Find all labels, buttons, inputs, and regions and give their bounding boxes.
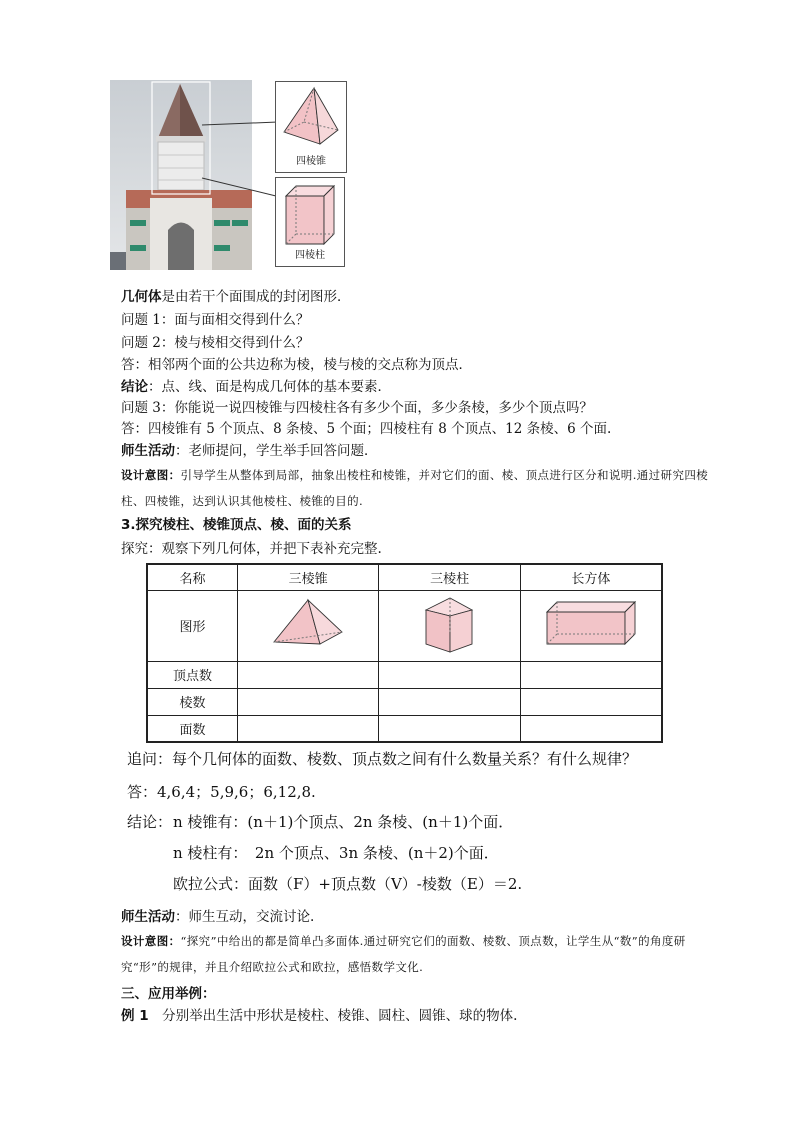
header-cuboid: 长方体 xyxy=(520,564,662,590)
explore-line: 探究：观察下列几何体，并把下表补充完整. xyxy=(121,541,382,557)
question-3: 问题 3：你能说一说四棱锥与四棱柱各有多少个面，多少条棱，多少个顶点吗？ xyxy=(121,400,593,416)
table-header-row xyxy=(147,564,662,590)
table-row-vertices xyxy=(147,661,662,688)
cell-cuboid-figure xyxy=(520,590,662,661)
cuboid-figure xyxy=(543,600,639,648)
table-row-figure xyxy=(147,590,662,661)
blank-cell[interactable] xyxy=(520,661,662,688)
pyramid-caption: 四棱锥 xyxy=(296,156,326,167)
blank-cell[interactable] xyxy=(237,661,379,688)
blank-cell[interactable] xyxy=(520,715,662,742)
pyramid-rule: n 棱锥有：(n＋1)个顶点、2n 条棱、(n＋1)个面． xyxy=(173,813,514,831)
activity-2: 师生活动：师生互动，交流讨论. xyxy=(121,909,315,925)
followup-question: 追问：每个几何体的面数、棱数、顶点数之间有什么数量关系？有什么规律？ xyxy=(127,750,638,768)
blank-cell[interactable] xyxy=(520,688,662,715)
euler-formula: 欧拉公式：面数（F）+顶点数（V）-棱数（E）＝2. xyxy=(173,875,523,893)
row-label-edges: 棱数 xyxy=(147,688,237,715)
triangular-pyramid-figure xyxy=(268,596,348,652)
followup-answer: 答：4,6,4；5,9,6；6,12,8. xyxy=(127,783,316,801)
table-row-edges xyxy=(147,688,662,715)
answer-3: 答：四棱锥有 5 个顶点、8 条棱、5 个面；四棱柱有 8 个顶点、12 条棱、6 个面. xyxy=(121,421,612,437)
design-intent-1: 设计意图：引导学生从整体到局部，抽象出棱柱和棱锥，并对它们的面、棱、顶点进行区分和说明.通过研究四棱柱、四棱锥，达到认识其他棱柱、棱锥的目的. xyxy=(121,468,709,508)
triangular-prism-figure xyxy=(420,594,480,654)
question-2: 问题 2：棱与棱相交得到什么？ xyxy=(121,335,310,351)
question-1: 问题 1：面与面相交得到什么？ xyxy=(121,312,310,328)
prism-rule: n 棱柱有： 2n 个顶点、3n 条棱、(n＋2)个面． xyxy=(173,844,499,862)
connector-lines xyxy=(200,110,280,210)
section-apply-heading: 三、应用举例： xyxy=(121,986,216,1002)
design-intent-2: 设计意图：“探究”中给出的都是简单凸多面体.通过研究它们的面数、棱数、顶点数，让学生从“数”的角度研究“形”的规律，并且介绍欧拉公式和欧拉，感悟数学文化. xyxy=(121,934,686,974)
blank-cell[interactable] xyxy=(379,715,520,742)
header-triangular-pyramid: 三棱锥 xyxy=(237,564,379,590)
blank-cell[interactable] xyxy=(237,688,379,715)
square-pyramid-figure xyxy=(280,86,342,148)
pyramid-model-frame xyxy=(275,81,347,173)
blank-cell[interactable] xyxy=(379,688,520,715)
polyhedra-table xyxy=(146,563,663,743)
activity-1: 师生活动：老师提问，学生举手回答问题． xyxy=(121,443,378,459)
row-label-figure: 图形 xyxy=(147,590,237,661)
cell-triangular-pyramid-figure xyxy=(237,590,379,661)
example-1: 例 1 分别举出生活中形状是棱柱、棱锥、圆柱、圆锥、球的物体. xyxy=(121,1008,518,1024)
cell-triangular-prism-figure xyxy=(379,590,520,661)
row-label-faces: 面数 xyxy=(147,715,237,742)
blank-cell[interactable] xyxy=(237,715,379,742)
section-3-heading: 3.探究棱柱、棱锥顶点、棱、面的关系 xyxy=(121,517,352,533)
definition-line: 几何体是由若干个面围成的封闭图形． xyxy=(121,289,351,305)
row-label-vertices: 顶点数 xyxy=(147,661,237,688)
prism-caption: 四棱柱 xyxy=(295,250,325,261)
conclusion-label: 结论： xyxy=(127,813,173,831)
blank-cell[interactable] xyxy=(379,661,520,688)
square-prism-figure xyxy=(284,184,338,246)
header-name: 名称 xyxy=(147,564,237,590)
header-triangular-prism: 三棱柱 xyxy=(379,564,520,590)
answer-1: 答：相邻两个面的公共边称为棱，棱与棱的交点称为顶点． xyxy=(121,357,472,373)
prism-model-frame xyxy=(275,177,345,267)
conclusion-1: 结论：点、线、面是构成几何体的基本要素． xyxy=(121,379,391,395)
table-row-faces xyxy=(147,715,662,742)
